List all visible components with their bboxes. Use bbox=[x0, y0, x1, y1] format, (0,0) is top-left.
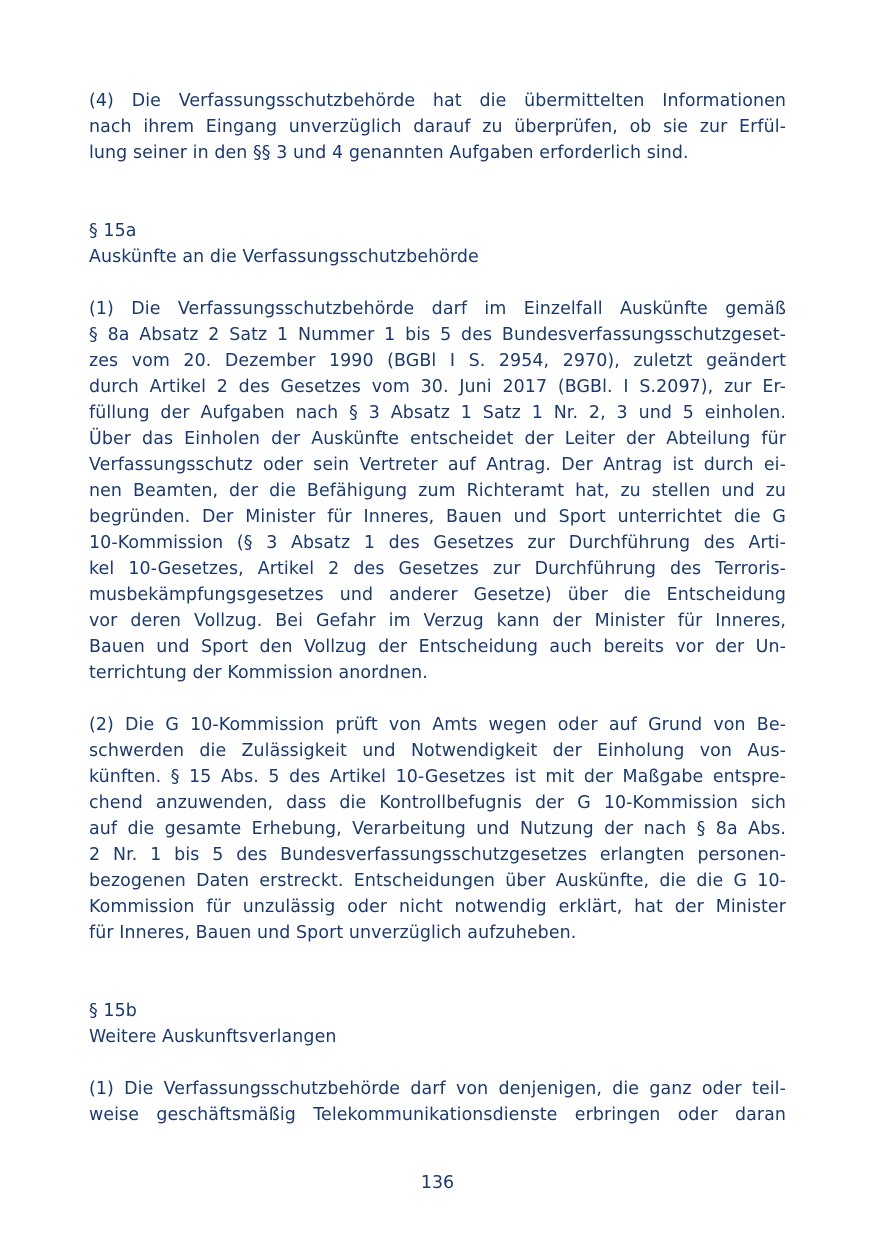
text-line: für Inneres, Bauen und Sport unverzüglich aufzuheben. bbox=[89, 923, 577, 943]
text-line: kel 10-Gesetzes, Artikel 2 des Gesetzes zur Durchführung des Terroris- bbox=[89, 559, 786, 579]
text-line: füllung der Aufgaben nach § 3 Absatz 1 Satz 1 Nr. 2, 3 und 5 einholen. bbox=[89, 403, 786, 423]
text-line: nach ihrem Eingang unverzüglich darauf zu überprüfen, ob sie zur Erfül- bbox=[89, 117, 786, 137]
section-title: Auskünfte an die Verfassungsschutzbehörde bbox=[89, 247, 479, 267]
text-line: chend anzuwenden, dass die Kontrollbefugnis der G 10-Kommission sich bbox=[89, 793, 786, 813]
text-line: lung seiner in den §§ 3 und 4 genannten Aufgaben erforderlich sind. bbox=[89, 143, 689, 163]
text-line: 2 Nr. 1 bis 5 des Bundesverfassungsschutzgesetzes erlangten personen- bbox=[89, 845, 786, 865]
document-page bbox=[89, 88, 786, 1128]
text-line: 10-Kommission (§ 3 Absatz 1 des Gesetzes zur Durchführung des Arti- bbox=[89, 533, 786, 553]
section-15b bbox=[89, 998, 786, 1128]
text-line: Über das Einholen der Auskünfte entscheidet der Leiter der Abteilung für bbox=[89, 429, 786, 449]
text-line: Bauen und Sport den Vollzug der Entscheidung auch bereits vor der Un- bbox=[89, 637, 786, 657]
text-line: musbekämpfungsgesetzes und anderer Gesetze) über die Entscheidung bbox=[89, 585, 786, 605]
text-line: (1) Die Verfassungsschutzbehörde darf von denjenigen, die ganz oder teil- bbox=[89, 1079, 786, 1099]
text-line: vor deren Vollzug. Bei Gefahr im Verzug kann der Minister für Inneres, bbox=[89, 611, 786, 631]
text-line: begründen. Der Minister für Inneres, Bauen und Sport unterrichtet die G bbox=[89, 507, 786, 527]
text-line: terrichtung der Kommission anordnen. bbox=[89, 663, 428, 683]
section-15a-paragraph-2 bbox=[89, 712, 786, 946]
section-number: § 15a bbox=[89, 221, 137, 241]
text-line: auf die gesamte Erhebung, Verarbeitung und Nutzung der nach § 8a Abs. bbox=[89, 819, 786, 839]
text-line: bezogenen Daten erstreckt. Entscheidungen über Auskünfte, die die G 10- bbox=[89, 871, 786, 891]
text-line: (4) Die Verfassungsschutzbehörde hat die übermittelten Informationen bbox=[89, 91, 786, 111]
section-title: Weitere Auskunftsverlangen bbox=[89, 1027, 337, 1047]
text-line: (2) Die G 10-Kommission prüft von Amts wegen oder auf Grund von Be- bbox=[89, 715, 786, 735]
text-line: § 8a Absatz 2 Satz 1 Nummer 1 bis 5 des Bundesverfassungsschutzgeset- bbox=[89, 325, 786, 345]
text-line: zes vom 20. Dezember 1990 (BGBl I S. 2954, 2970), zuletzt geändert bbox=[89, 351, 786, 371]
text-line: durch Artikel 2 des Gesetzes vom 30. Juni 2017 (BGBl. I S.2097), zur Er- bbox=[89, 377, 786, 397]
text-line: weise geschäftsmäßig Telekommunikationsdienste erbringen oder daran bbox=[89, 1105, 786, 1125]
section-15a-paragraph-1 bbox=[89, 296, 786, 686]
text-line: (1) Die Verfassungsschutzbehörde darf im Einzelfall Auskünfte gemäß bbox=[89, 299, 786, 319]
paragraph-4-continued bbox=[89, 88, 786, 166]
section-number: § 15b bbox=[89, 1001, 137, 1021]
text-line: nen Beamten, der die Befähigung zum Richteramt hat, zu stellen und zu bbox=[89, 481, 786, 501]
section-15a bbox=[89, 218, 786, 946]
text-line: Verfassungsschutz oder sein Vertreter auf Antrag. Der Antrag ist durch ei- bbox=[89, 455, 786, 475]
text-line: Kommission für unzulässig oder nicht notwendig erklärt, hat der Minister bbox=[89, 897, 786, 917]
text-line: künften. § 15 Abs. 5 des Artikel 10-Gesetzes ist mit der Maßgabe entspre- bbox=[89, 767, 786, 787]
text-line: schwerden die Zulässigkeit und Notwendigkeit der Einholung von Aus- bbox=[89, 741, 786, 761]
page-number: 136 bbox=[420, 1173, 455, 1193]
section-15b-paragraph-1 bbox=[89, 1076, 786, 1128]
